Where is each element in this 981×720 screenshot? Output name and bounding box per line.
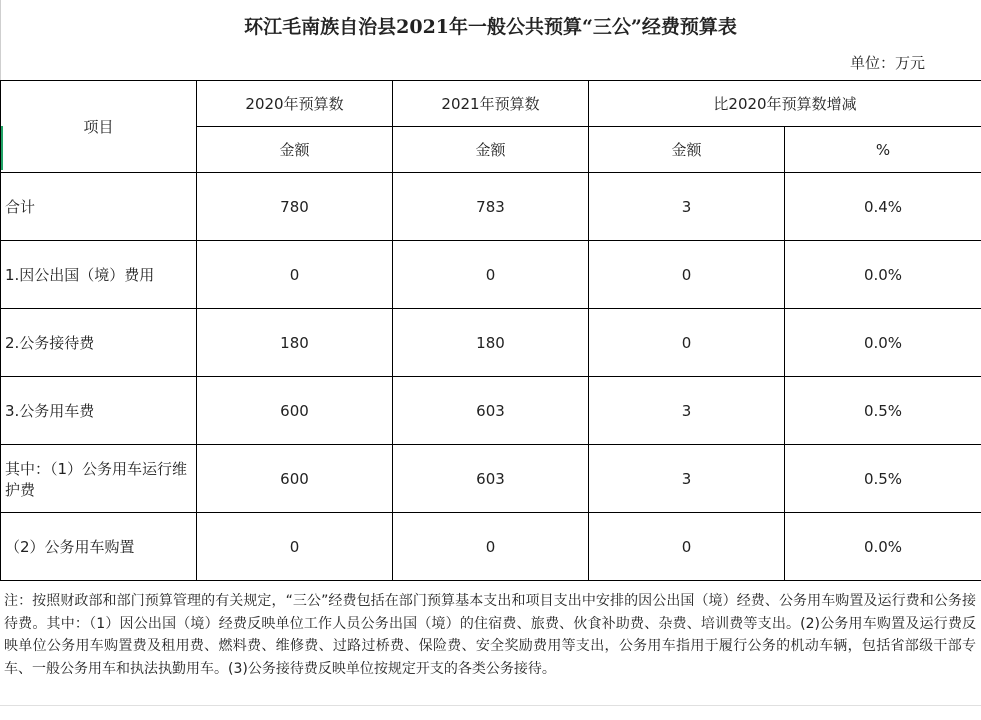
- header-2021[interactable]: 2021年预算数: [393, 81, 589, 127]
- row-2020[interactable]: 0: [197, 513, 393, 581]
- row-diff[interactable]: 3: [589, 173, 785, 241]
- row-pct[interactable]: 0.0%: [785, 241, 981, 309]
- row-pct[interactable]: 0.0%: [785, 513, 981, 581]
- row-2021[interactable]: 0: [393, 513, 589, 581]
- row-2020[interactable]: 180: [197, 309, 393, 377]
- row-pct[interactable]: 0.4%: [785, 173, 981, 241]
- row-item[interactable]: 2.公务接待费: [1, 309, 197, 377]
- row-2021[interactable]: 603: [393, 377, 589, 445]
- table-row: [1, 309, 981, 377]
- row-diff[interactable]: 0: [589, 513, 785, 581]
- row-2021[interactable]: 0: [393, 241, 589, 309]
- table-row: [1, 445, 981, 513]
- row-pct[interactable]: 0.5%: [785, 377, 981, 445]
- row-diff[interactable]: 3: [589, 377, 785, 445]
- page-title: 环江毛南族自治县2021年一般公共预算“三公”经费预算表: [244, 16, 737, 38]
- row-pct[interactable]: 0.0%: [785, 309, 981, 377]
- row-item[interactable]: 其中：（1）公务用车运行维护费: [1, 445, 197, 513]
- row-2021[interactable]: 180: [393, 309, 589, 377]
- row-2020[interactable]: 0: [197, 241, 393, 309]
- row-diff[interactable]: 0: [589, 241, 785, 309]
- row-item[interactable]: 合计: [1, 173, 197, 241]
- header-row: [1, 81, 981, 127]
- row-item[interactable]: 1.因公出国（境）费用: [1, 241, 197, 309]
- row-2020[interactable]: 780: [197, 173, 393, 241]
- table-row: [1, 513, 981, 581]
- subheader-amount-change[interactable]: 金额: [589, 127, 785, 173]
- header-item[interactable]: 项目: [1, 81, 197, 173]
- table-row: [1, 241, 981, 309]
- row-2020[interactable]: 600: [197, 377, 393, 445]
- header-2020[interactable]: 2020年预算数: [197, 81, 393, 127]
- row-item[interactable]: （2）公务用车购置: [1, 513, 197, 581]
- subheader-percent[interactable]: %: [785, 127, 981, 173]
- row-diff[interactable]: 3: [589, 445, 785, 513]
- budget-table: [0, 80, 981, 581]
- unit-label: 单位：万元: [849, 54, 925, 72]
- table-row: [1, 377, 981, 445]
- subheader-amount-2020[interactable]: 金额: [197, 127, 393, 173]
- sheet-gridline-bottom: [0, 705, 981, 706]
- footnote: 注：按照财政部和部门预算管理的有关规定，“三公”经费包括在部门预算基本支出和项目支出中安排的因公出国（境）经费、公务用车购置及运行费和公务接待费。其中：（1）因公出国（境）经费反映单位工作人员公务出国（境）的住宿费、旅费、伙食补助费、杂费、培训费等支出。(2)公务用车购置及运行费反映单位公务用车购置费及租用费、燃料费、维修费、过路过桥费、保险费、安全奖励费用等支出，公务用车指用于履行公务的机动车辆，包括省部级干部专车、一般公务用车和执法执勤用车。(3)公务接待费反映单位按规定开支的各类公务接待。: [4, 593, 976, 677]
- subheader-amount-2021[interactable]: 金额: [393, 127, 589, 173]
- table-row: [1, 173, 981, 241]
- header-change[interactable]: 比2020年预算数增减: [589, 81, 981, 127]
- row-item[interactable]: 3.公务用车费: [1, 377, 197, 445]
- row-2021[interactable]: 603: [393, 445, 589, 513]
- row-2021[interactable]: 783: [393, 173, 589, 241]
- row-pct[interactable]: 0.5%: [785, 445, 981, 513]
- row-diff[interactable]: 0: [589, 309, 785, 377]
- row-2020[interactable]: 600: [197, 445, 393, 513]
